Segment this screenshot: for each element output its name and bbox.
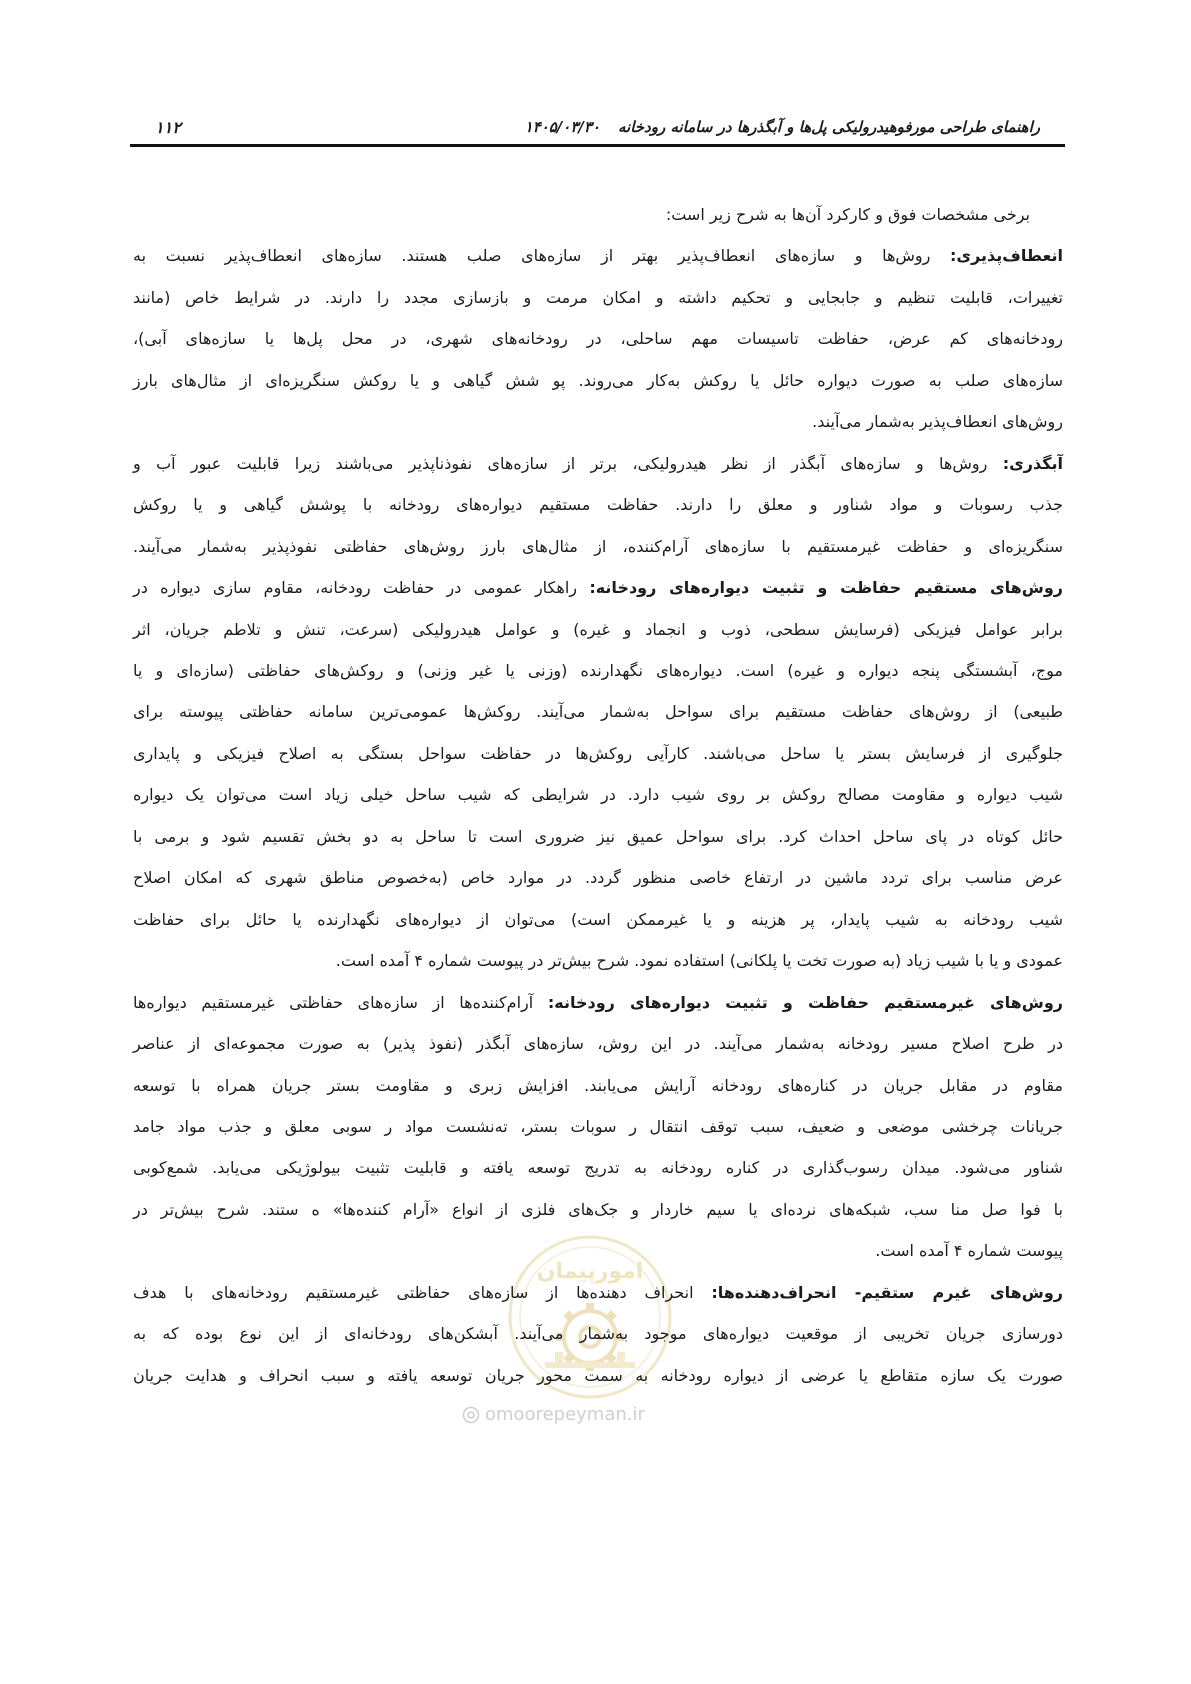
paragraph-line: روش‌های انعطاف‌پذیر به‌شمار می‌آیند. — [812, 412, 1063, 432]
paragraph-line: عرض مناسب برای تردد ماشین در ارتفاع خاصی منظور گردد. در موارد خاص (به‌خصوص مناطق شهری که امکان اصلاح — [133, 868, 1063, 888]
line-text: آرام‌کننده‌ها از سازه‌های حفاظتی غیرمستقیم دیواره‌ها — [133, 992, 534, 1012]
paragraph-line: شیب دیواره و مقاومت مصالح روکش بر روی شیب دارد. در شرایطی که شیب ساحل خیلی زیاد است می‌توان یک دیواره — [133, 785, 1063, 805]
paragraph-direct-methods — [133, 567, 1063, 982]
site-watermark — [462, 1404, 645, 1425]
paragraph-deflectors — [133, 1272, 1063, 1396]
line-text: روش‌ها و سازه‌های آبگذر از نظر هیدرولیکی، برتر از سازه‌های نفوذناپذیر می‌باشند زیرا قابلیت عبور آب و — [133, 453, 988, 473]
paragraph-permeability — [133, 443, 1063, 567]
paragraph-line: در طرح اصلاح مسیر رودخانه به‌شمار می‌آیند. در این روش، سازه‌های آبگذر (نفوذ پذیر) به صورت مجموعه‌ای از عناصر — [133, 1034, 1063, 1054]
paragraph-heading: روش‌های غیرم ستقیم- انحراف‌دهنده‌ها: — [711, 1282, 1064, 1302]
body-text — [133, 194, 1063, 1396]
paragraph-line: سنگریزه‌ای و حفاظت غیرمستقیم با سازه‌های آرام‌کننده، از مثال‌های بارز روش‌های حفاظتی نفوذپذیر به‌شمار می‌آیند. — [133, 536, 1063, 556]
paragraph-line: دورسازی جریان تخریبی از موقعیت دیواره‌های موجود به‌شمار می‌آیند. آبشکن‌های رودخانه‌ای از این نوع بوده که به — [133, 1324, 1063, 1344]
paragraph-heading: انعطاف‌پذیری: — [950, 246, 1063, 266]
header-date: ۱۴۰۵/۰۳/۳۰ — [524, 118, 600, 136]
paragraph-line: شیب رودخانه به شیب پایدار، پر هزینه و یا غیرممکن است) می‌توان از دیواره‌های نگهدارنده یا حائل برای حفاظت — [133, 909, 1063, 929]
logo-lettering: امورپیمان — [536, 1259, 644, 1284]
paragraph-line: موج، آبشستگی پنجه دیواره و غیره) است. دیواره‌های نگهدارنده (وزنی یا غیر وزنی) و روکش‌های حفاظتی (سازه‌ای و یا — [133, 660, 1063, 680]
paragraph-indirect-methods — [133, 982, 1063, 1272]
paragraph-heading: روش‌های غیرمستقیم حفاظت و تثبیت دیواره‌های رودخانه: — [547, 992, 1063, 1012]
header-divider — [130, 144, 1065, 147]
paragraph-line: جلوگیری از فرسایش بستر یا ساحل می‌باشند. کارآیی روکش‌ها در حفاظت سواحل بستگی به اصلاح فیزیکی و پایداری — [133, 743, 1063, 763]
line-text: راهکار عمومی در حفاظت رودخانه، مقاوم سازی دیواره در — [133, 578, 578, 598]
paragraph-line: صورت یک سازه متقاطع یا عرضی از دیواره رودخانه به سمت محور جریان توسعه یافته و سبب انحراف و هدایت جریان — [133, 1365, 1063, 1385]
line-text: روش‌ها و سازه‌های انعطاف‌پذیر بهتر از سازه‌های صلب هستند. سازه‌های انعطاف‌پذیر نسبت به — [133, 246, 931, 266]
at-icon — [462, 1406, 480, 1424]
paragraph-heading: آبگذری: — [1002, 453, 1063, 473]
paragraph-line — [133, 1272, 1063, 1313]
paragraph-line: برابر عوامل فیزیکی (فرسایش سطحی، ذوب و انجماد و غیره) و عوامل هیدرولیکی (سرعت، تنش و تلاطم جریان، اثر — [133, 619, 1063, 639]
paragraph-line: حائل کوتاه در پای ساحل احداث کرد. برای سواحل عمیق نیز ضروری است تا ساحل به دو بخش تقسیم شود و برمی با — [133, 826, 1063, 846]
intro-line: برخی مشخصات فوق و کارکرد آن‌ها به شرح زیر است: — [665, 205, 1030, 224]
paragraph-line: عمودی و یا با شیب زیاد (به صورت تخت یا پلکانی) استفاده نمود. شرح بیش‌تر در پیوست شماره ۴ آمده است. — [335, 951, 1063, 971]
paragraph-line: تغییرات، قابلیت تنظیم و جابجایی و تحکیم داشته و امکان مرمت و بازسازی مجدد را دارند. در شرایط خاص (مانند — [133, 287, 1063, 307]
page-number: ۱۱۲ — [155, 118, 181, 137]
paragraph-line: رودخانه‌های کم عرض، حفاظت تاسیسات مهم ساحلی، در رودخانه‌های شهری، در محل پل‌ها یا سازه‌های آبی)، — [133, 329, 1063, 349]
watermark-url: omoorepeyman.ir — [485, 1404, 645, 1425]
paragraph-line — [133, 982, 1063, 1023]
line-text: انحراف دهنده‌ها از سازه‌های حفاظتی غیرمستقیم رودخانه‌های با هدف — [133, 1282, 694, 1302]
paragraph-line: طبیعی) از روش‌های حفاظت مستقیم برای سواحل به‌شمار می‌آیند. روکش‌ها عمومی‌ترین سامانه حفاظتی پیوسته برای — [133, 702, 1063, 722]
paragraph-line: جریانات چرخشی موضعی و ضعیف، سبب توقف انتقال ر سوبات بستر، ته‌نشست مواد ر سوبی معلق و جذب مواد جامد — [133, 1116, 1063, 1136]
paragraph-line: جذب رسوبات و مواد شناور و معلق را دارند. حفاظت مستقیم دیواره‌های رودخانه با پوشش گیاهی و یا روکش — [133, 495, 1063, 515]
paragraph-line: پیوست شماره ۴ آمده است. — [875, 1241, 1063, 1261]
paragraph-line: سازه‌های صلب به صورت دیواره حائل یا روکش به‌کار می‌روند. پو شش گیاهی و یا روکش سنگریزه‌ای از مثال‌های بارز — [133, 370, 1063, 390]
paragraph-flexibility — [133, 235, 1063, 442]
paragraph-line: مقاوم در مقابل جریان در کناره‌های رودخانه آرایش می‌یابند. افزایش زبری و مقاومت بستر جریان همراه با توسعه — [133, 1075, 1063, 1095]
header-title: راهنمای طراحی مورفوهیدرولیکی پل‌ها و آبگذرها در سامانه رودخانه — [618, 118, 1040, 136]
paragraph-line — [133, 235, 1063, 276]
paragraph-line: شناور می‌شود. میدان رسوب‌گذاری در کناره رودخانه به تدریج توسعه یافته و قابلیت تثبیت بیولوژیکی می‌یابد. شمع‌کوبی — [133, 1158, 1063, 1178]
running-header — [525, 118, 1040, 136]
paragraph-line: با فوا صل منا سب، شبکه‌های نرده‌ای یا سیم خاردار و جک‌های فلزی از انواع «آرام کننده‌ها» ه ستند. شرح بیش‌تر در — [133, 1199, 1063, 1219]
paragraph-heading: روش‌های مستقیم حفاظت و تثبیت دیواره‌های رودخانه: — [589, 578, 1064, 598]
paragraph-line — [133, 443, 1063, 484]
paragraph-line — [133, 567, 1063, 608]
